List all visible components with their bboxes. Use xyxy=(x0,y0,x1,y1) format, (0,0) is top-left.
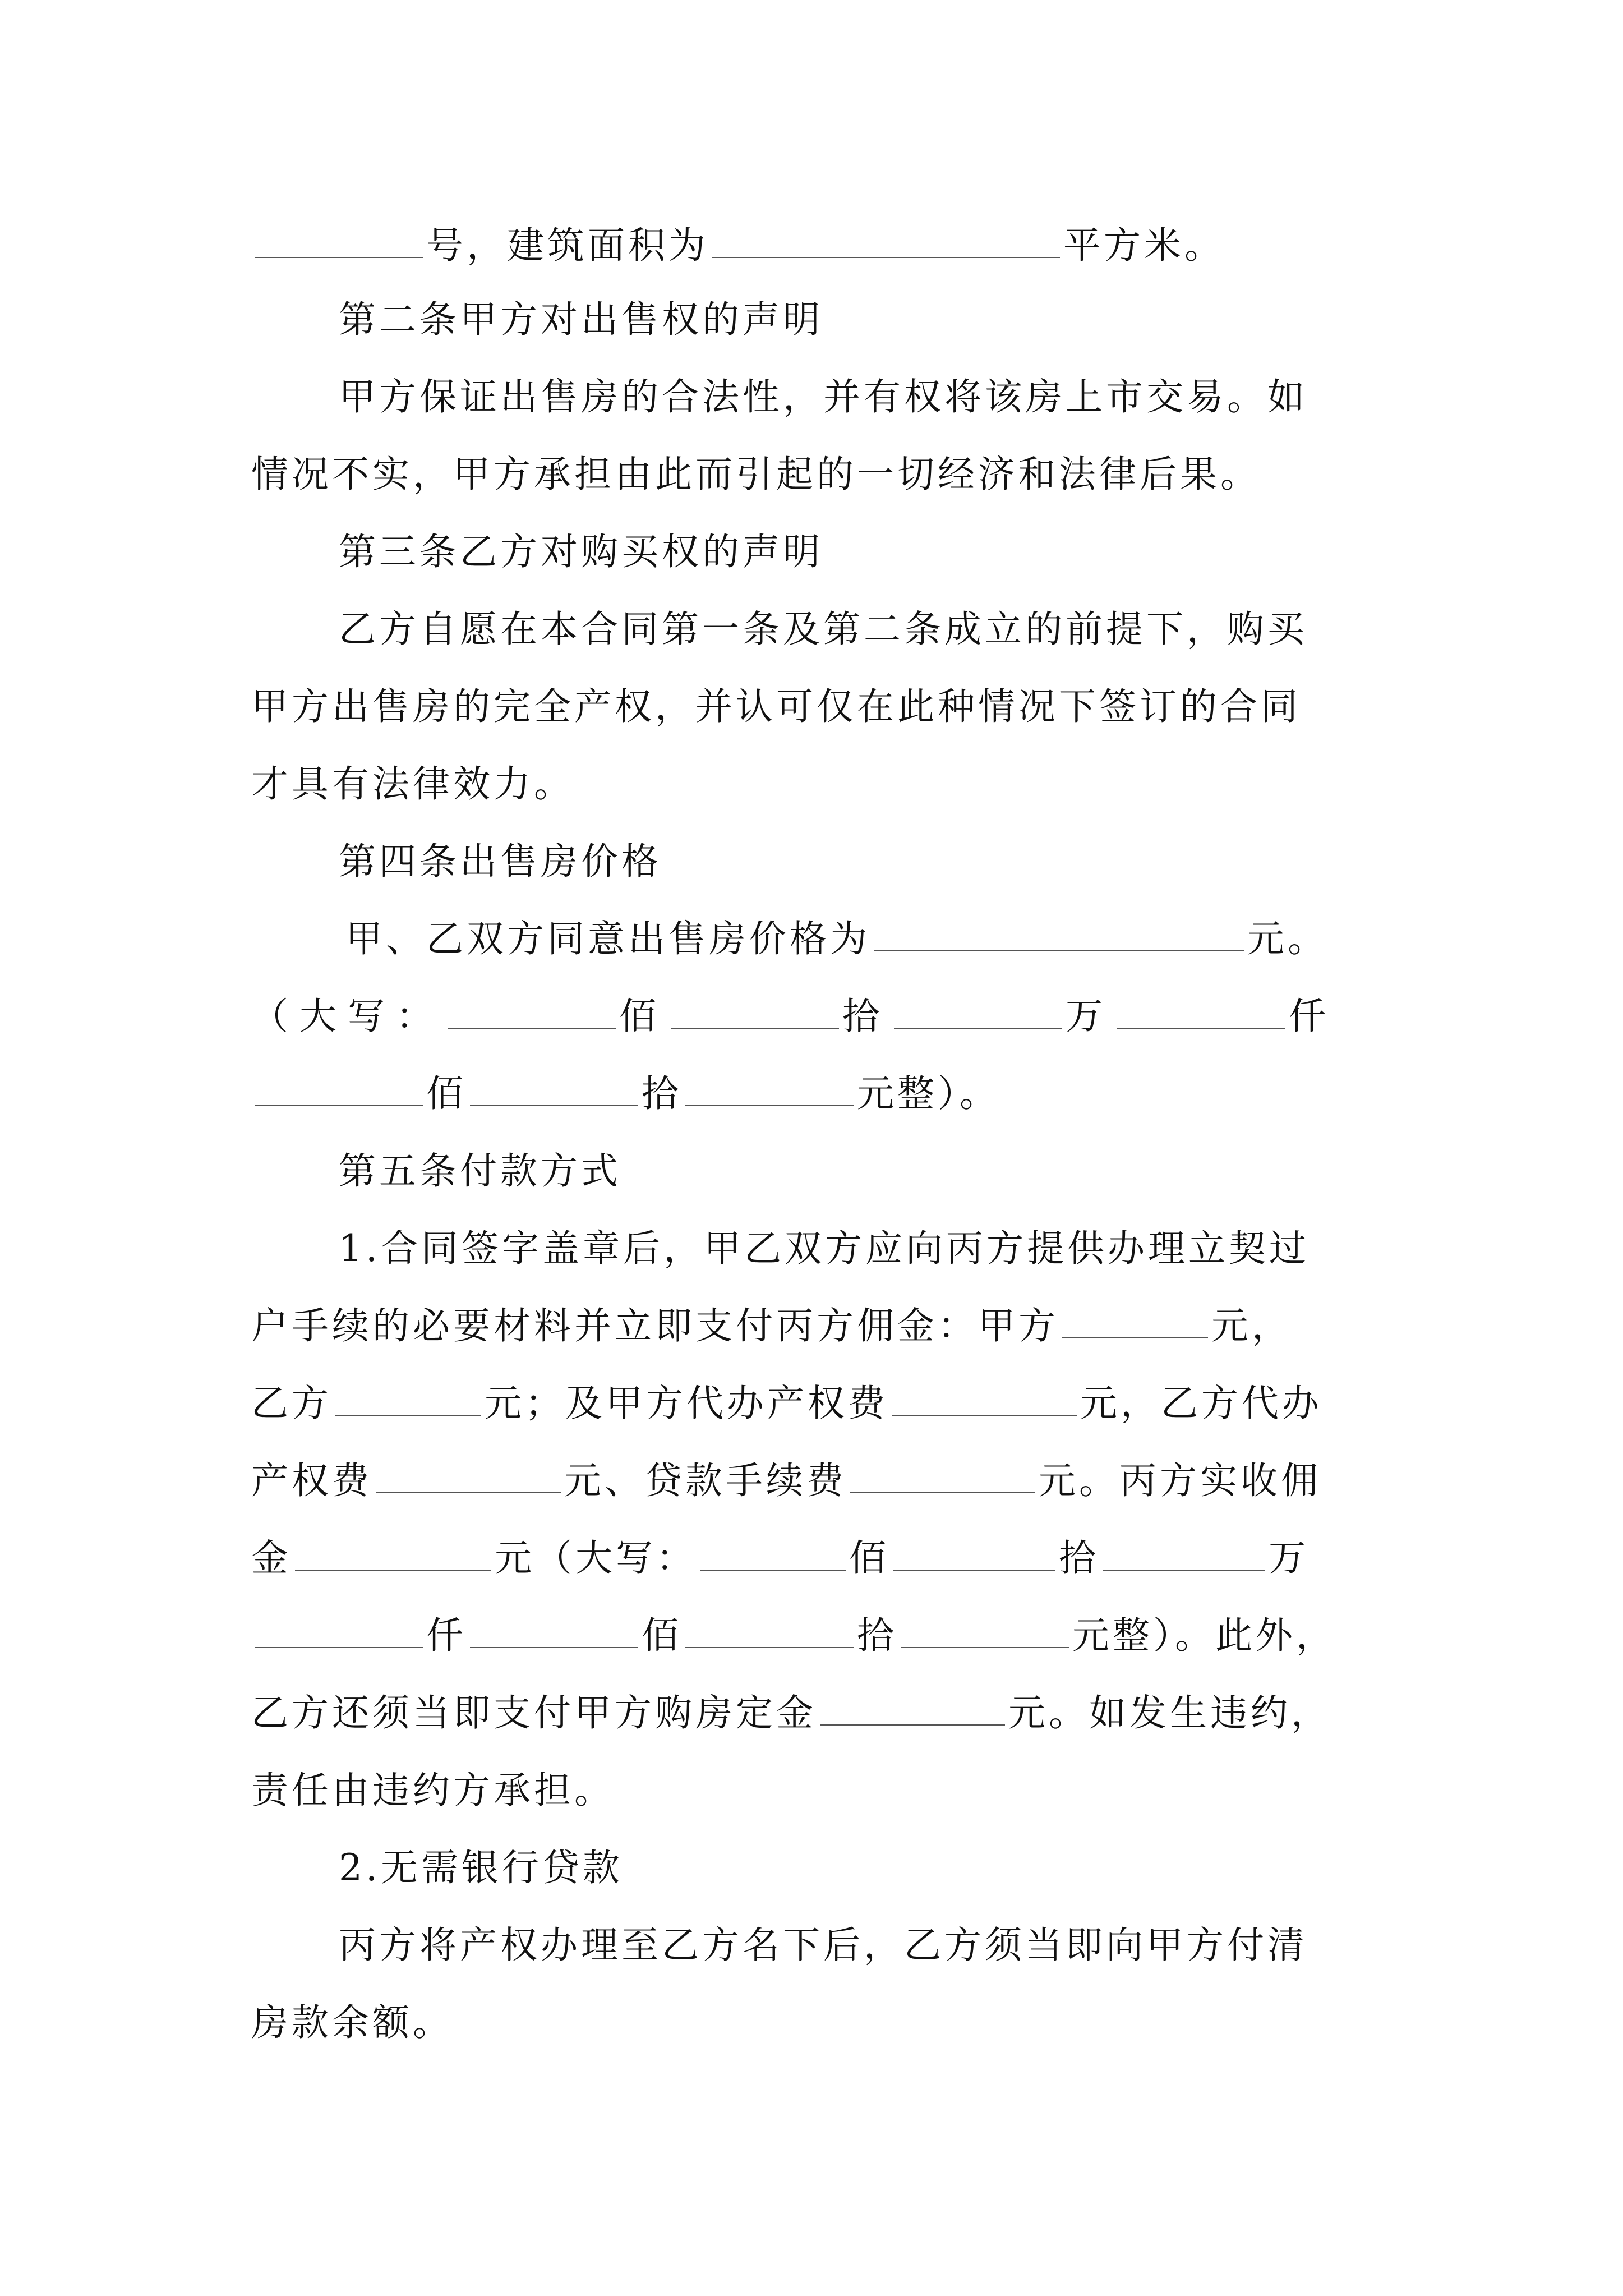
fill-blank[interactable] xyxy=(893,1538,1055,1571)
paragraph-line: 甲方出售房的完全产权，并认可仅在此种情况下签订的合同 xyxy=(251,685,1301,728)
fill-blank[interactable] xyxy=(700,1538,846,1571)
fill-blank[interactable] xyxy=(685,1074,854,1106)
fill-blank[interactable] xyxy=(470,1074,638,1106)
fill-blank[interactable] xyxy=(901,1616,1069,1648)
text-line: 号，建筑面积为 平方米。 xyxy=(251,223,1225,268)
fill-blank[interactable] xyxy=(894,996,1062,1029)
fill-blank[interactable] xyxy=(335,1383,481,1416)
fill-blank[interactable] xyxy=(255,1616,423,1648)
paragraph-line: 丙方将产权办理至乙方名下后，乙方须当即向甲方付清 xyxy=(339,1924,1308,1967)
text-line: （大写： 佰 拾 万 仟 xyxy=(251,995,1337,1038)
text-line: 户手续的必要材料并立即支付丙方佣金：甲方 元， xyxy=(251,1304,1292,1347)
fill-blank[interactable] xyxy=(685,1616,854,1648)
section-heading: 第二条甲方对出售权的声明 xyxy=(339,298,823,341)
fill-blank[interactable] xyxy=(470,1616,638,1648)
fill-blank[interactable] xyxy=(255,226,423,258)
section-heading: 2.无需银行贷款 xyxy=(339,1846,623,1889)
text-line: 产权费 元、贷款手续费 元。丙方实收佣 xyxy=(251,1459,1321,1502)
paragraph-line: 1.合同签字盖章后，甲乙双方应向丙方提供办理立契过 xyxy=(339,1227,1310,1270)
fill-blank[interactable] xyxy=(376,1461,561,1493)
section-heading: 第四条出售房价格 xyxy=(339,840,662,883)
paragraph-line: 才具有法律效力。 xyxy=(251,762,574,806)
text-line: 金 元（大写： 佰 拾 万 xyxy=(251,1536,1309,1580)
paragraph-line: 责任由违约方承担。 xyxy=(251,1769,615,1812)
fill-blank[interactable] xyxy=(874,919,1244,951)
paragraph-line: 情况不实，甲方承担由此而引起的一切经济和法律后果。 xyxy=(251,453,1261,496)
fill-blank[interactable] xyxy=(712,226,1060,258)
fill-blank[interactable] xyxy=(850,1461,1035,1493)
fill-blank[interactable] xyxy=(295,1538,491,1571)
fill-blank[interactable] xyxy=(820,1693,1005,1726)
text-line: 甲、乙双方同意出售房价格为 元。 xyxy=(345,917,1328,960)
fill-blank[interactable] xyxy=(448,996,616,1029)
section-heading: 第三条乙方对购买权的声明 xyxy=(339,530,823,573)
text-line: 佰 拾 元整）。 xyxy=(251,1071,1000,1116)
fill-blank[interactable] xyxy=(1103,1538,1265,1571)
paragraph-line: 房款余额。 xyxy=(251,2001,453,2044)
paragraph-line: 乙方自愿在本合同第一条及第二条成立的前提下，购买 xyxy=(339,608,1308,651)
fill-blank[interactable] xyxy=(1117,996,1285,1029)
text-line: 乙方 元；及甲方代办产权费 元，乙方代办 xyxy=(251,1382,1322,1425)
paragraph-line: 甲方保证出售房的合法性，并有权将该房上市交易。如 xyxy=(339,375,1308,418)
section-heading: 第五条付款方式 xyxy=(339,1149,621,1193)
fill-blank[interactable] xyxy=(892,1383,1077,1416)
text-line: 乙方还须当即支付甲方购房定金 元。如发生违约， xyxy=(251,1691,1331,1734)
fill-blank[interactable] xyxy=(255,1074,423,1106)
text-line: 仟 佰 拾 元整）。此外， xyxy=(251,1613,1336,1658)
fill-blank[interactable] xyxy=(1062,1306,1208,1338)
fill-blank[interactable] xyxy=(671,996,839,1029)
